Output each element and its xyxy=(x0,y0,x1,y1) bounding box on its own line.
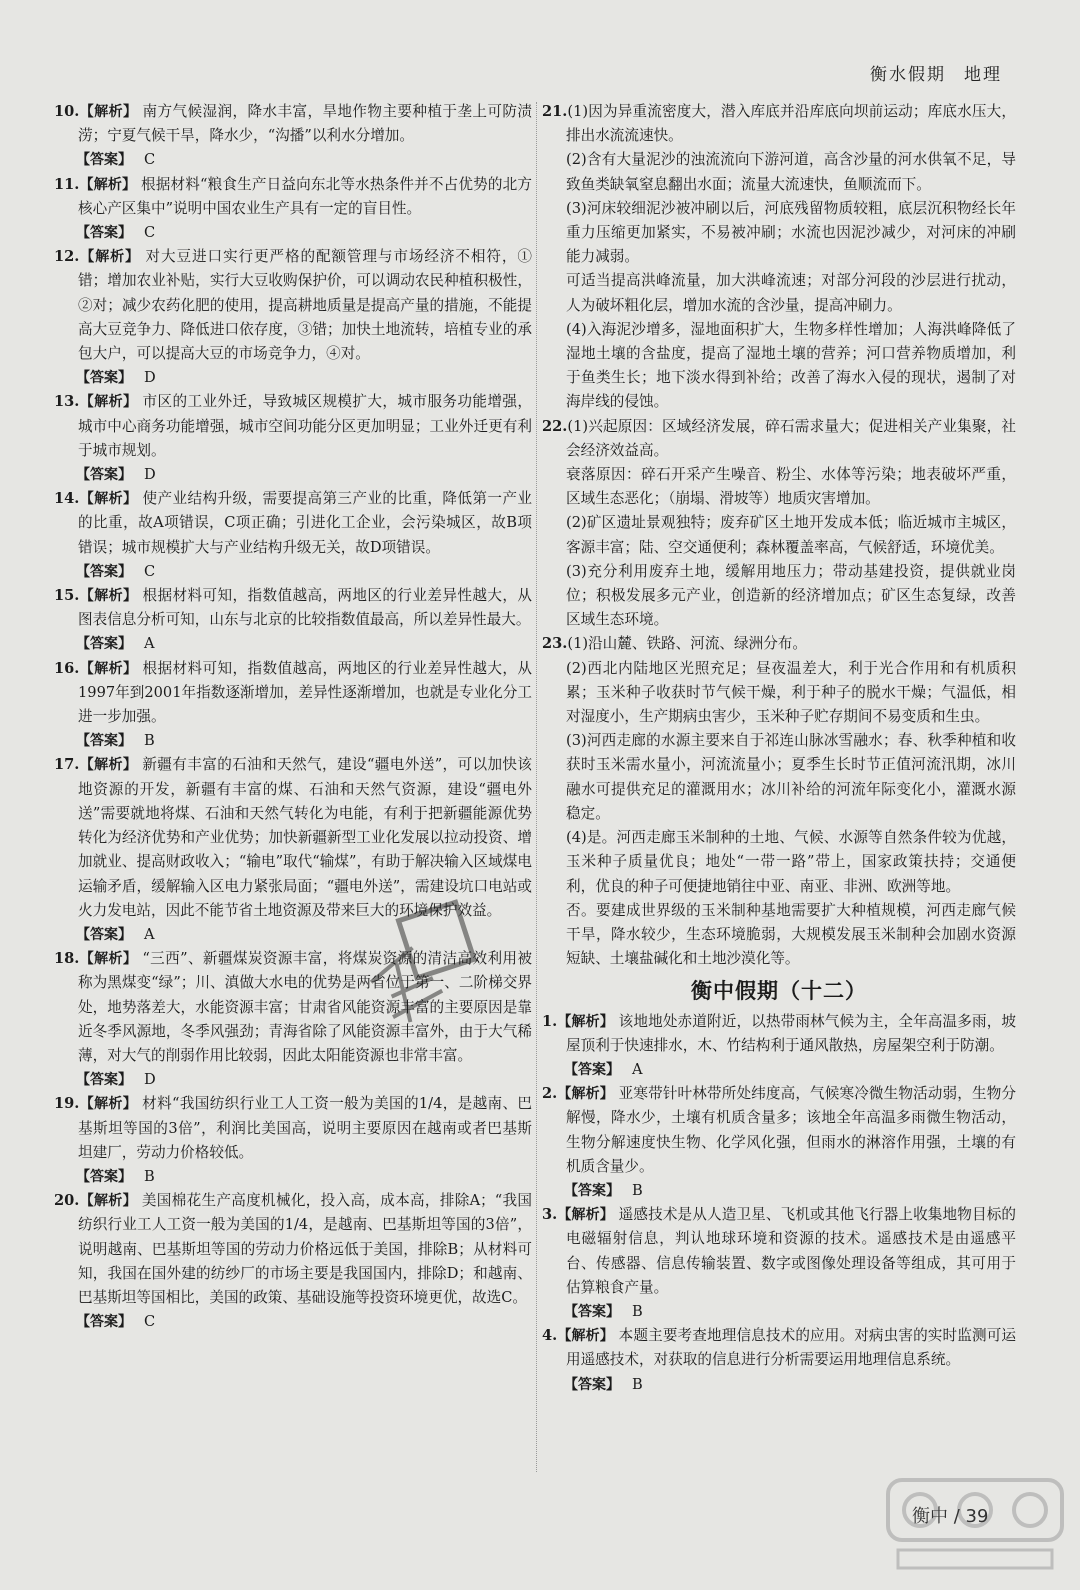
analysis-text: 南方气候湿润，降水丰富，旱地作物主要种植于垄上可防渍涝；宁夏气候干旱，降水少，“沟播”以利水分增加。 xyxy=(78,103,533,145)
item-number: 20. xyxy=(54,1192,80,1210)
answer-paragraph: (1)兴起原因：区域经济发展，碎石需求量大；促进相关产业集聚，社会经济效益高。 xyxy=(566,417,1016,459)
analysis-text: 遥感技术是从人造卫星、飞机或其他飞行器上收集地物目标的电磁辐射信息，判认地球环境和资源的技术。遥感技术是由遥感平台、传感器、信息传输装置、数字或图像处理设备等组成，其可用于估算粮食产量。 xyxy=(566,1206,1017,1296)
right-column xyxy=(542,100,1016,1397)
item-number: 15. xyxy=(54,587,80,605)
section-title: 衡中假期（十二） xyxy=(691,979,867,1004)
answer-value: D xyxy=(144,369,156,387)
analysis-tag: 【解析】 xyxy=(557,1207,614,1224)
analysis-tag: 【解析】 xyxy=(79,951,138,968)
analysis-text: 根据材料“粮食生产日益向东北等水热条件并不占优势的北方核心产区集中”说明中国农业生产具有一定的盲目性。 xyxy=(78,175,533,217)
answer-tag: 【答案】 xyxy=(76,152,132,169)
analysis-tag: 【解析】 xyxy=(79,491,138,508)
analysis-tag: 【解析】 xyxy=(79,1193,137,1210)
answer-value: B xyxy=(632,1375,643,1393)
answer-item-14 xyxy=(54,487,532,584)
left-column xyxy=(54,100,532,1334)
answer-item-16 xyxy=(54,657,532,754)
answer-paragraph: (3)河床较细泥沙被冲刷以后，河底残留物质较粗，底层沉积物经长年重力压缩更加紧实，不易被冲刷；水流也因泥沙减少，对河床的冲刷能力减弱。 xyxy=(566,199,1016,266)
page-header xyxy=(870,60,1002,85)
answer-item-21 xyxy=(542,100,1016,415)
item-number: 10. xyxy=(54,103,80,120)
answer-value: C xyxy=(144,224,156,242)
analysis-tag: 【解析】 xyxy=(79,104,138,120)
answer-item-10 xyxy=(54,100,532,173)
analysis-text: 市区的工业外迁，导致城区规模扩大，城市服务功能增强，城市中心商务功能增强，城市空间功能分区更加明显；工业外迁更有利于城市规划。 xyxy=(78,393,533,459)
analysis-tag: 【解析】 xyxy=(557,1328,614,1345)
analysis-tag: 【解析】 xyxy=(557,1086,614,1103)
answer-paragraph: (4)是。河西走廊玉米制种的土地、气候、水源等自然条件较为优越，玉米种子质量优良；地处“一带一路”带上，国家政策扶持；交通便利，优良的种子可便捷地销往中亚、南亚、非洲、欧洲等地。 xyxy=(566,829,1016,895)
item-number: 11. xyxy=(54,175,80,193)
answer-tag: 【答案】 xyxy=(76,733,132,750)
answer-paragraph: (2)含有大量泥沙的浊流流向下游河道，高含沙量的河水供氧不足，导致鱼类缺氧窒息翻出水面；流量大流速快，鱼顺流而下。 xyxy=(566,151,1016,193)
answer-tag: 【答案】 xyxy=(76,563,132,580)
header-title: 衡水假期 xyxy=(870,65,946,85)
analysis-tag: 【解析】 xyxy=(557,1013,614,1030)
answer-paragraph: (2)矿区遗址景观独特；废弃矿区土地开发成本低；临近城市主城区，客源丰富；陆、空交通便利；森林覆盖率高，气候舒适，环境优美。 xyxy=(566,514,1016,556)
item-number: 17. xyxy=(54,756,80,774)
analysis-text: 新疆有丰富的石油和天然气，建设“疆电外送”，可以加快该地资源的开发，新疆有丰富的煤、石油和天然气资源，建设“疆电外送”需要就地将煤、石油和天然气转化为电能，有利于把新疆能源优势转化为经济优势和产业优势；加快新疆新型工业化发展以拉动投资、增加就业、提高财政收入；“输电”取代“输煤”，有助于解决输入区域煤电运输矛盾，缓解输入区电力紧张局面；“疆电外送”，需建设坑口电站或火力发电站，因此不能节省土地资源及带来巨大的环境保护效益。 xyxy=(78,756,532,919)
answer-tag: 【答案】 xyxy=(76,370,132,387)
answer-paragraph: (1)因为异重流密度大，潜入库底并沿库底向坝前运动；库底水压大，排出水流流速快。 xyxy=(566,103,1016,145)
answer-value: C xyxy=(144,562,156,580)
answer-item-12 xyxy=(54,245,532,390)
analysis-text: 该地地处赤道附近，以热带雨林气候为主，全年高温多雨，坡屋顶利于快速排水，木、竹结构利于通风散热，房屋架空利于防潮。 xyxy=(566,1012,1017,1054)
answer-tag: 【答案】 xyxy=(76,926,132,943)
answer-value: D xyxy=(144,1071,156,1089)
answer-tag: 【答案】 xyxy=(564,1061,620,1078)
answer-paragraph: (3)充分利用废弃土地，缓解用地压力；带动基建投资，提供就业岗位；积极发展多元产业，创造新的经济增加点；矿区生态复绿，改善区域生态环境。 xyxy=(566,562,1016,629)
analysis-text: 本题主要考查地理信息技术的应用。对病虫害的实时监测可运用遥感技术，对获取的信息进行分析需要运用地理信息系统。 xyxy=(566,1327,1017,1369)
analysis-text: 材料“我国纺织行业工人工资一般为美国的1/4，是越南、巴基斯坦等国的3倍”，利润比美国高，说明主要原因在越南或者巴基斯坦建厂，劳动力价格较低。 xyxy=(78,1095,533,1161)
answer-tag: 【答案】 xyxy=(564,1182,620,1199)
answer-paragraph: 可适当提高洪峰流量，加大洪峰流速；对部分河段的沙层进行扰动，人为破坏粗化层，增加水流的含沙量，提高冲刷力。 xyxy=(566,272,1016,314)
header-subject: 地理 xyxy=(964,65,1002,85)
answer-item-4 xyxy=(542,1324,1016,1397)
answer-tag: 【答案】 xyxy=(76,1314,132,1331)
item-number: 23. xyxy=(542,635,568,653)
item-number: 4. xyxy=(542,1327,558,1345)
answer-value: C xyxy=(144,151,156,169)
answer-tag: 【答案】 xyxy=(76,636,132,653)
item-number: 1. xyxy=(542,1012,558,1030)
answer-item-23 xyxy=(542,632,1016,971)
item-number: 16. xyxy=(54,659,80,677)
answer-item-15 xyxy=(54,584,532,657)
analysis-tag: 【解析】 xyxy=(79,394,138,411)
answer-item-18 xyxy=(54,947,532,1092)
item-number: 2. xyxy=(542,1085,558,1103)
item-number: 18. xyxy=(54,950,80,968)
answer-tag: 【答案】 xyxy=(564,1376,620,1393)
answer-value: D xyxy=(144,466,156,484)
analysis-text: 使产业结构升级，需要提高第三产业的比重，降低第一产业的比重，故A项错误，C项正确；引进化工企业，会污染城区，故B项错误；城市规模扩大与产业结构升级无关，故D项错误。 xyxy=(78,490,533,556)
analysis-tag: 【解析】 xyxy=(79,588,138,605)
answer-paragraph: (3)河西走廊的水源主要来自于祁连山脉冰雪融水；春、秋季种植和收获时玉米需水量小，河流流量小；夏季生长时节正值河流汛期，冰川融水可提供充足的灌溉用水；冰川补给的河流年际变化小，灌溉水源稳定。 xyxy=(566,732,1016,822)
answer-tag: 【答案】 xyxy=(76,225,132,242)
analysis-text: 根据材料可知，指数值越高，两地区的行业差异性越大，从图表信息分析可知，山东与北京的比较指数值最高，所以差异性最大。 xyxy=(78,587,533,629)
analysis-tag: 【解析】 xyxy=(79,176,137,193)
answer-paragraph: 否。要建成世界级的玉米制种基地需要扩大种植规模，河西走廊气候干旱，降水较少，生态环境脆弱，大规模发展玉米制种会加剧水资源短缺、土壤盐碱化和土地沙漠化等。 xyxy=(566,901,1016,968)
answer-value: C xyxy=(144,1313,156,1331)
answer-value: B xyxy=(144,1167,155,1185)
analysis-tag: 【解析】 xyxy=(79,249,140,266)
answer-value: B xyxy=(144,732,155,750)
item-number: 3. xyxy=(542,1206,558,1224)
item-number: 19. xyxy=(54,1095,80,1113)
answer-tag: 【答案】 xyxy=(76,1168,132,1185)
answer-item-3 xyxy=(542,1203,1016,1324)
page-number: 衡中 / 39 xyxy=(912,1506,989,1527)
answer-item-1 xyxy=(542,1010,1016,1083)
analysis-tag: 【解析】 xyxy=(79,660,138,677)
column-divider xyxy=(536,102,537,1472)
item-number: 22. xyxy=(542,417,568,435)
answer-value: B xyxy=(632,1302,643,1320)
answer-item-17 xyxy=(54,753,532,947)
analysis-text: 亚寒带针叶林带所处纬度高，气候寒冷微生物活动弱，生物分解慢，降水少，土壤有机质含量多；该地全年高温多雨微生物活动，生物分解速度快生物、化学风化强，但雨水的淋溶作用强，土壤的有机质含量少。 xyxy=(566,1085,1017,1175)
answer-paragraph: (2)西北内陆地区光照充足；昼夜温差大，利于光合作用和有机质积累；玉米种子收获时节气候干燥，利于种子的脱水干燥；气温低，相对湿度小，生产期病虫害少，玉米种子贮存期间不易变质和生虫。 xyxy=(566,659,1016,726)
answer-item-19 xyxy=(54,1092,532,1189)
item-number: 21. xyxy=(542,103,568,120)
analysis-tag: 【解析】 xyxy=(79,1096,138,1113)
analysis-text: 对大豆进口实行更严格的配额管理与市场经济不相符，①错；增加农业补贴，实行大豆收购保护价，可以调动农民种植积极性，②对；减少农药化肥的使用，提高耕地质量是提高产量的措施，不能提高大豆竞争力、降低进口依存度，③错；加快土地流转，培植专业的承包大户，可以提高大豆的市场竞争力，④对。 xyxy=(78,248,533,363)
answer-item-2 xyxy=(542,1082,1016,1203)
answer-tag: 【答案】 xyxy=(564,1303,620,1320)
analysis-text: 美国棉花生产高度机械化，投入高，成本高，排除A；“我国纺织行业工人工资一般为美国的1/4，是越南、巴基斯坦等国的3倍”，说明越南、巴基斯坦等国的劳动力价格远低于美国，排除B；从材料可知，我国在国外建的纺纱厂的市场主要是我国国内，排除D；和越南、巴基斯坦等国相比，美国的政策、基础设施等投资环境更优，故选C。 xyxy=(78,1192,533,1306)
analysis-text: 根据材料可知，指数值越高，两地区的行业差异性越大，从1997年到2001年指数逐渐增加，差异性逐渐增加，也就是专业化分工进一步加强。 xyxy=(78,659,533,726)
answer-item-13 xyxy=(54,390,532,487)
answer-value: B xyxy=(632,1181,643,1199)
answer-value: A xyxy=(144,635,155,653)
answer-paragraph: (1)沿山麓、铁路、河流、绿洲分布。 xyxy=(567,635,807,653)
answer-paragraph: 衰落原因：碎石开采产生噪音、粉尘、水体等污染；地表破坏严重，区域生态恶化；（崩塌、滑坡等）地质灾害增加。 xyxy=(566,466,1016,508)
answer-tag: 【答案】 xyxy=(76,467,132,484)
item-number: 14. xyxy=(54,490,80,508)
answer-paragraph: (4)入海泥沙增多，湿地面积扩大，生物多样性增加；人海洪峰降低了湿地土壤的含盐度，提高了湿地土壤的营养；河口营养物质增加，利于鱼类生长；地下淡水得到补给；改善了海水入侵的现状，遏制了对海岸线的侵蚀。 xyxy=(566,320,1016,411)
item-number: 12. xyxy=(54,248,80,266)
answer-value: A xyxy=(144,925,155,943)
item-number: 13. xyxy=(54,393,80,411)
answer-tag: 【答案】 xyxy=(76,1072,132,1089)
answer-item-11 xyxy=(54,173,532,246)
analysis-tag: 【解析】 xyxy=(79,757,138,774)
answer-value: A xyxy=(632,1060,643,1078)
answer-item-20 xyxy=(54,1189,532,1334)
analysis-text: “三西”、新疆煤炭资源丰富，将煤炭资源的清洁高效利用被称为黑煤变“绿”；川、滇做大水电的优势是两省位于第一、二阶梯交界处，地势落差大，水能资源丰富；甘肃省风能资源丰富的主要原因是靠近冬季风源地，冬季风强劲；青海省除了风能资源丰富外，由于大气稀薄，对大气的削弱作用比较弱，因此太阳能资源也非常丰富。 xyxy=(78,950,532,1064)
answer-item-22 xyxy=(542,415,1016,633)
